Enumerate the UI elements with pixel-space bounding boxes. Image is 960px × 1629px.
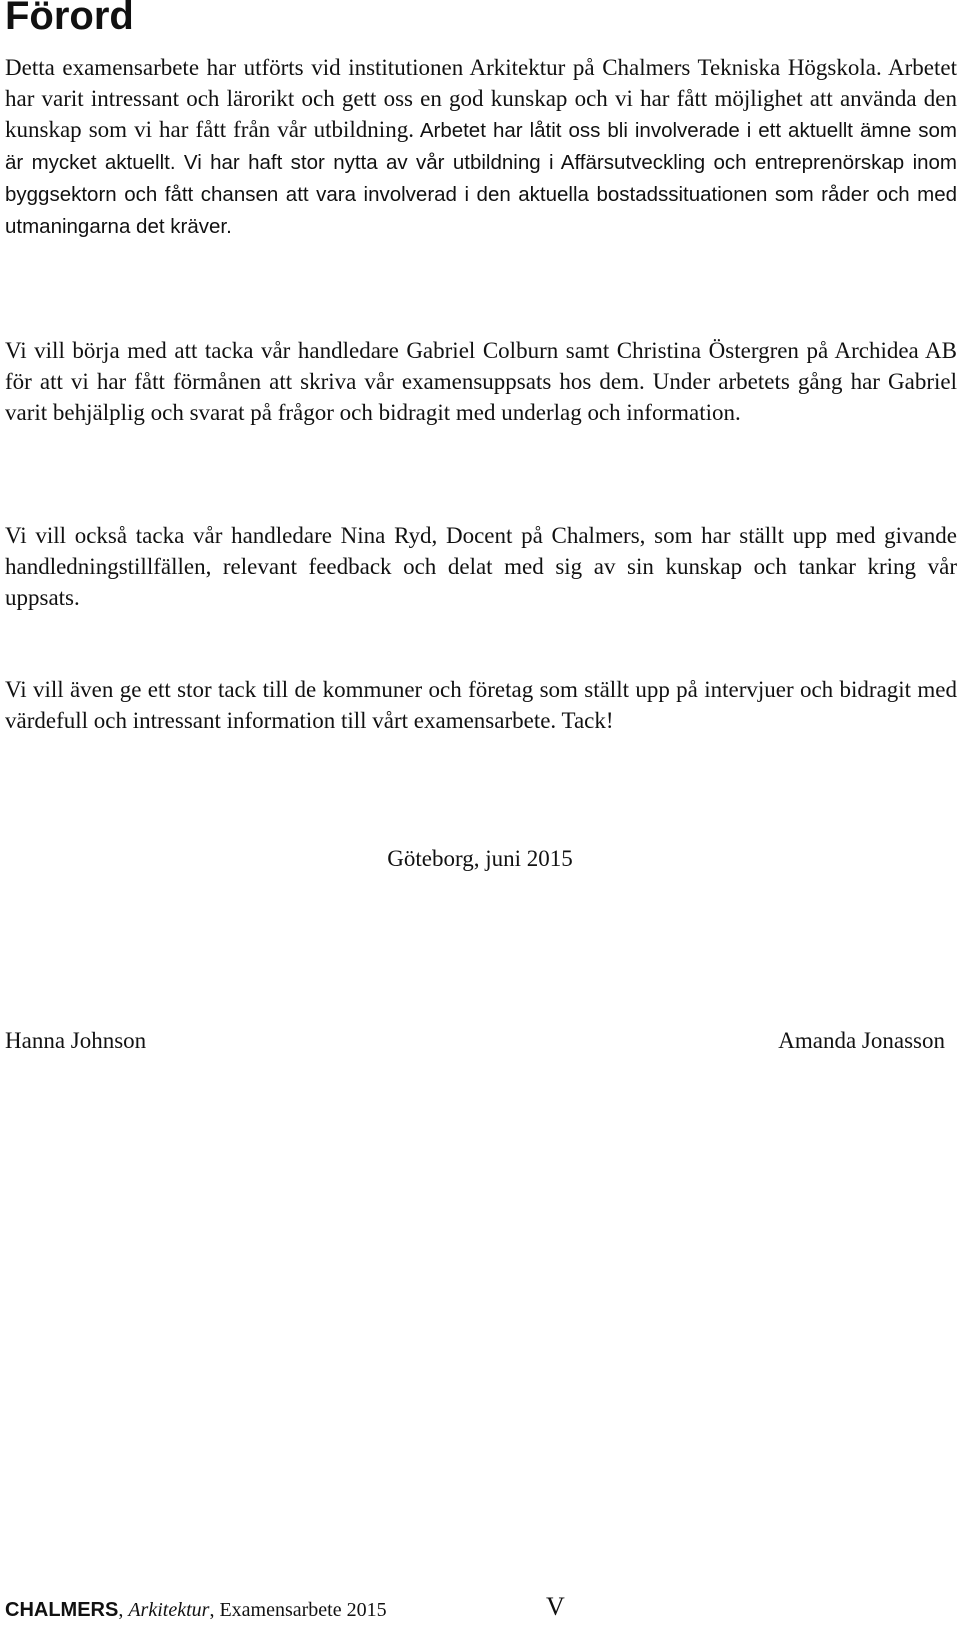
paragraph-1-line-1: Detta examensarbete har utförts vid institutionen Arkitektur på Chalmers Tekniska	[5, 55, 781, 80]
preface-paragraph-1	[5, 52, 957, 242]
page-footer	[5, 1597, 387, 1623]
footer-department: Arkitektur	[128, 1599, 210, 1621]
paragraph-1-line-3-sans: Arbetet	[413, 119, 486, 142]
preface-paragraph-4: Vi vill även ge ett stor tack till de kommuner och företag som ställt upp på intervjuer och bidragit med värdefull och intressant information till vårt examensarbete. Tack!	[5, 677, 957, 733]
preface-paragraph-3: Vi vill också tacka vår handledare Nina Ryd, Docent på Chalmers, som har ställt upp med givande handledningstillfällen, relevant feedback och delat med sig av sin kunskap och tankar kring vår uppsats.	[5, 523, 957, 610]
paragraph-1-line-2: Högskola. Arbetet har varit intressant och lärorikt och gett oss en god kunskap och vi	[5, 55, 958, 111]
preface-paragraph-2: Vi vill börja med att tacka vår handledare Gabriel Colburn samt Christina Östergren på Archidea AB för att vi har fått förmånen att skriva vår examensuppsats hos dem. Under arbetets gång har Gabriel varit behjälplig och svarat på frågor och bidragit med underlag och information.	[5, 338, 957, 425]
footer-brand: CHALMERS	[5, 1599, 119, 1621]
paragraph-1-sans-text: har låtit oss bli involverade i ett aktuellt ämne som är mycket aktuellt. Vi har haft stor nytta av vår utbildning i Affärsutveckling och entreprenörskap inom byggsektorn och fått chansen att vara involverad i den aktuella bostadssituationen som råder och med utmaningarna det kräver.	[5, 119, 957, 238]
footer-thesis-label: , Examensarbete 2015	[209, 1599, 387, 1621]
page-number: V	[546, 1592, 565, 1621]
place-and-date: Göteborg, juni 2015	[387, 846, 573, 871]
paragraph-1-line-3: har fått möjlighet att använda den kunskap som vi har fått från vår utbildning.	[5, 86, 957, 142]
footer-separator: ,	[118, 1599, 129, 1621]
signature-left: Hanna Johnson	[5, 1028, 147, 1053]
signature-right: Amanda Jonasson	[778, 1028, 945, 1053]
page-title: Förord	[5, 0, 134, 38]
